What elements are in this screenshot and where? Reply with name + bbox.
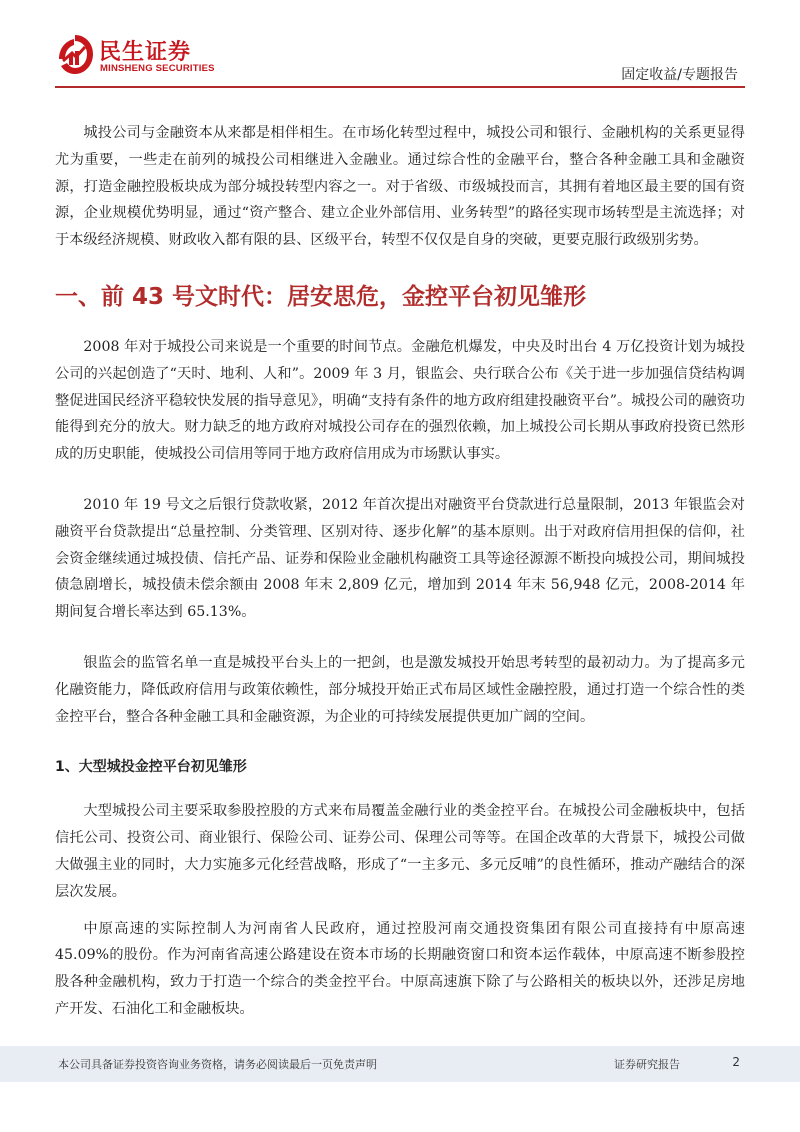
report-type-label: 固定收益/专题报告 [621,67,738,83]
paragraph-regulator: 银监会的监管名单一直是城投平台头上的一把剑，也是激发城投开始思考转型的最初动力。为了提高多元化融资能力，降低政府信用与政策依赖性，部分城投开始正式布局区域性金融控股，通过打造一个综合性的类金控平台，整合各种金融工具和金融资源，为企业的可持续发展提供更加广阔的空间。 [55,654,745,725]
paragraph-large-chengtou: 大型城投公司主要采取参股控股的方式来布局覆盖金融行业的类金控平台。在城投公司金融板块中，包括信托公司、投资公司、商业银行、保险公司、证券公司、保理公司等等。在国企改革的大背景下，城投公司做大做强主业的同时，大力实施多元化经营战略，形成了“一主多元、多元反哺”的良性循环，推动产融结合的深层次发展。 [55,803,745,900]
page-footer [0,1046,800,1082]
section-1-title: 一、前 43 号文时代：居安思危，金控平台初见雏形 [55,283,587,310]
subsection-1-title: 1、大型城投金控平台初见雏形 [55,759,247,776]
page-number: 2 [732,1055,740,1069]
header-divider [55,86,745,88]
paragraph-zhongyuan-expressway: 中原高速的实际控制人为河南省人民政府，通过控股河南交通投资集团有限公司直接持有中原高速 45.09%的股份。作为河南省高速公路建设在资本市场的长期融资窗口和资本运作载体，中原高速不断参股控股各种金融机构，致力于打造一个综合的类金控平台。中原高速旗下除了与公路相关的板块以外，还涉足房地产开发、石油化工和金融板块。 [55,920,745,1017]
minsheng-logo [55,33,215,79]
intro-paragraph: 城投公司与金融资本从来都是相伴相生。在市场化转型过程中，城投公司和银行、金融机构的关系更显得尤为重要，一些走在前列的城投公司相继进入金融业。通过综合性的金融平台，整合各种金融工具和金融资源，打造金融控股板块成为部分城投转型内容之一。对于省级、市级城投而言，其拥有着地区最主要的国有资源，企业规模优势明显，通过“资产整合、建立企业外部信用、业务转型”的路径实现市场转型是主流选择；对于本级经济规模、财政收入都有限的县、区级平台，转型不仅仅是自身的突破，更要克服行政级别劣势。 [55,125,745,249]
report-body [55,120,745,1047]
logo-chinese-text: 民生证券 [99,40,192,65]
paragraph-2008: 2008 年对于城投公司来说是一个重要的时间节点。金融危机爆发，中央及时出台 4 万亿投资计划为城投公司的兴起创造了“天时、地利、人和”。2009 年 3 月，银监会、央行联合公布《关于进一步加强信贷结构调整促进国民经济平稳较快发展的指导意见》，明确“支持有条件的地方政府组建投融资平台”。城投公司的融资功能得到充分的放大。财力缺乏的地方政府对城投公司存在的强烈依赖，加上城投公司长期从事政府投资已然形成的历史职能，使城投公司信用等同于地方政府信用成为市场默认事实。 [55,338,745,463]
logo-english-text: MINSHENG SECURITIES [100,63,215,74]
footer-disclaimer: 本公司具备证券投资咨询业务资格，请务必阅读最后一页免责声明 [58,1058,377,1071]
paragraph-2010: 2010 年 19 号文之后银行贷款收紧，2012 年首次提出对融资平台贷款进行总量限制，2013 年银监会对融资平台贷款提出“总量控制、分类管理、区别对待、逐步化解”的基本原则。出于对政府信用担保的信仰，社会资金继续通过城投债、信托产品、证券和保险业金融机构融资工具等途径源源不断投向城投公司，期间城投债急剧增长，城投债未偿余额由 2008 年末 2,809 亿元，增加到 2014 年末 56,948 亿元，2008-2014 年期间复合增长率达到 65.13%。 [55,496,745,621]
footer-report-label: 证券研究报告 [614,1058,680,1071]
page-header [0,0,800,90]
minsheng-logo-icon [55,33,95,77]
